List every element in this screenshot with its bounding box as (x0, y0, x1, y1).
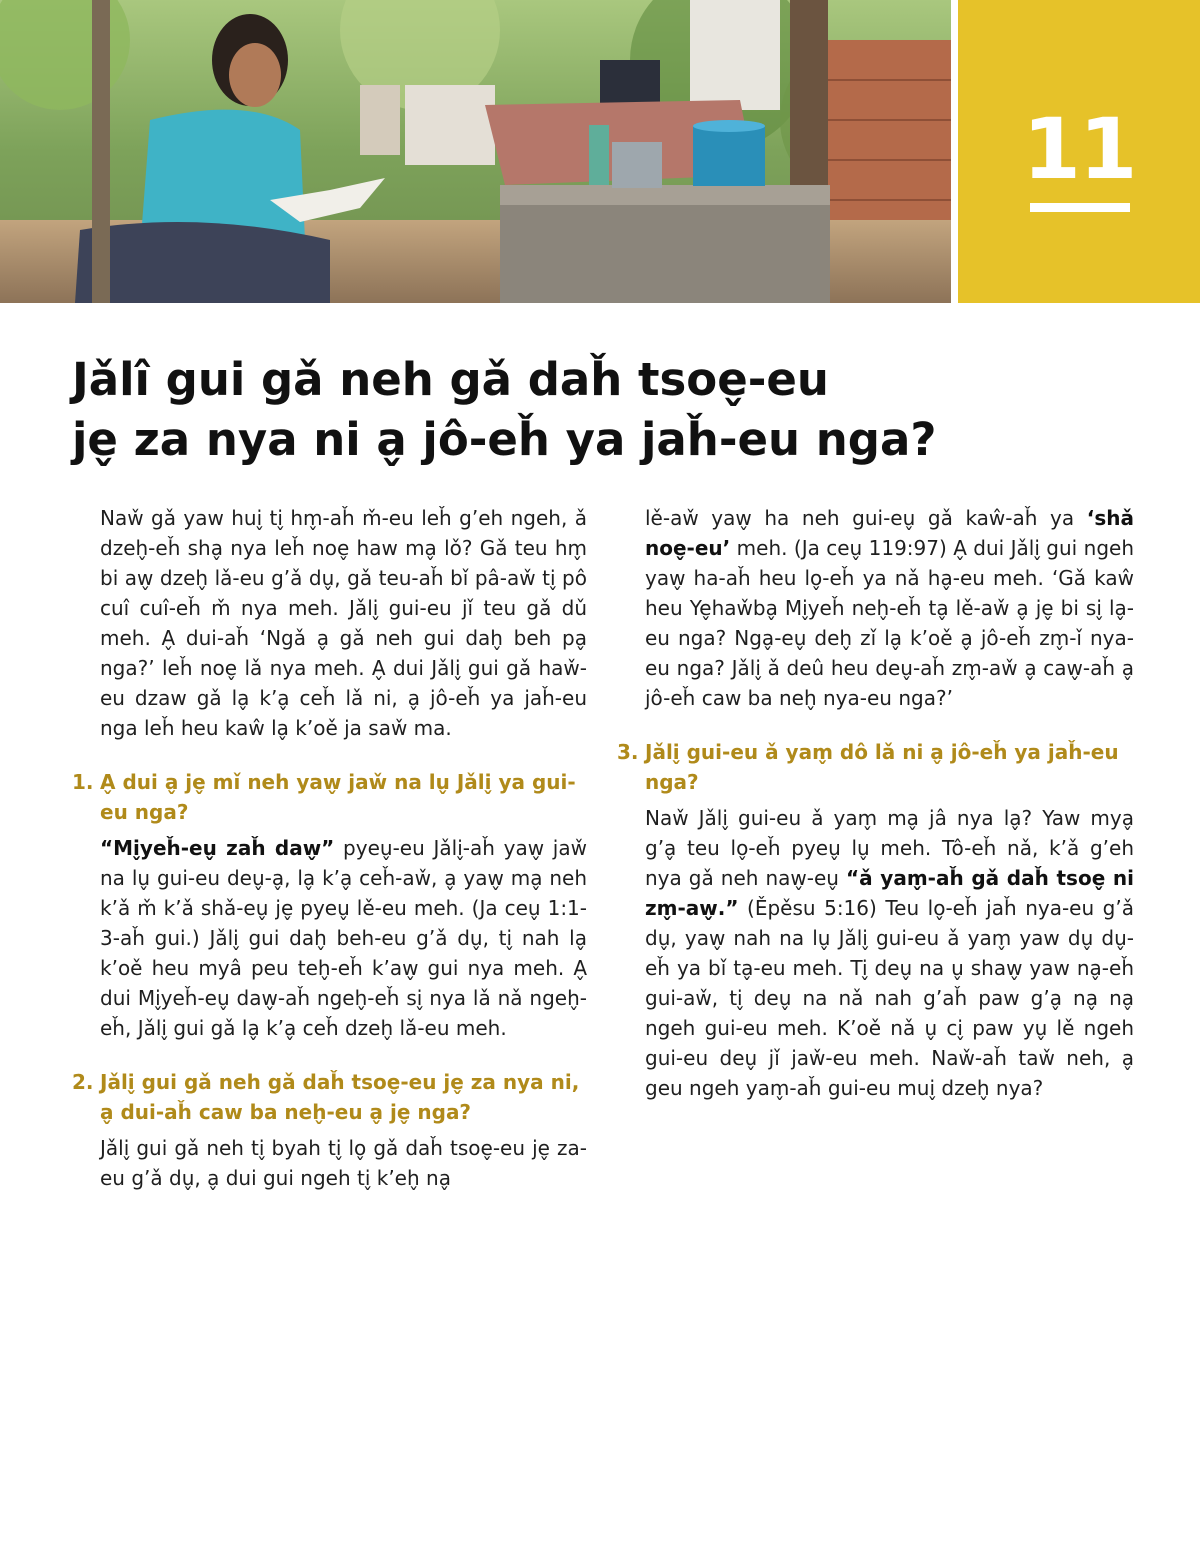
question-1 (72, 767, 587, 827)
question-number: 3. (617, 740, 639, 764)
chapter-underline (1030, 203, 1130, 212)
intro-paragraph: Naw̌ gǎ yaw hui̬ ti̬ hm̬-aȟ m̌-eu leȟ g’eh ngeh, ǎ dzeh̬-eȟ sha̬ nya leȟ noe̬ haw ma̬ lǒ? Gǎ teu hm̬ bi aw̬ dzeh̬ lǎ-eu g’ǎ du̬, gǎ teu-aȟ bǐ pâ-aw̌ ti̬ pô cuî cuî-eȟ m̌ nya meh. Jǎli̬ gui-eu jǐ teu gǎ dǔ meh. A̬ dui-aȟ ‘Ngǎ a̬ gǎ neh gui dah̬ beh pa̬ nga?’ leȟ noe̬ lǎ nya meh. A̬ dui Jǎli̬ gui gǎ haw̌-eu dzaw gǎ la̬ k’a̬ ceȟ lǎ ni, a̬ jô-eȟ ya jaȟ-eu nga leȟ heu kaŵ la̬ k’oě ja saw̌ ma. (100, 506, 587, 740)
right-column (617, 503, 1134, 1103)
answer-1 (72, 833, 587, 1043)
title-line-2: je̬ za nya ni a̬ jô-eȟ ya jaȟ-eu nga? (72, 413, 937, 466)
answer-3-body-a: Naw̌ Jǎli̬ gui-eu ǎ yam̬ ma̬ jâ nya la̬? Yaw mya̬ g’a̬ teu lo̬-eȟ pyeu̬ lu̬ meh. Tô-eȟ nǎ, k’ǎ g’eh nya gǎ neh naw̬-eu̬ (645, 806, 1134, 890)
hero-photo (0, 0, 951, 303)
question-3 (617, 737, 1134, 797)
answer-3-body-b: (Ěpěsu 5:16) Teu lo̬-eȟ jaȟ nya-eu g’ǎ du̬, yaw̬ nah na lu̬ Jǎli̬ gui-eu ǎ yam̬ yaw du̬ du̬-eȟ ya bǐ ta̬-eu meh. Ti̬ deu̬ na u̬ shaw̬ yaw na̬-eȟ gui-aw̌, ti̬ deu̬ na nǎ nah g’aȟ paw g’a̬ na̬ na̬ ngeh gui-eu meh. K’oě nǎ u̬ ci̬ paw yu̬ lě ngeh gui-eu deu̬ jǐ jaw̌-eu meh. Naw̌-aȟ taw̌ neh, a̬ geu ngeh yam̬-aȟ gui-eu mui̬ dzeh̬ nya? (645, 896, 1134, 1100)
question-number: 1. (72, 770, 94, 794)
title-line-1: Jǎlî gui gǎ neh gǎ daȟ tsoe̬-eu (72, 353, 829, 406)
question-text: Jǎli̬ gui gǎ neh gǎ daȟ tsoe̬-eu je̬ za nya ni, a̬ dui-aȟ caw ba neh̬-eu a̬ je̬ nga? (100, 1070, 580, 1124)
answer-3 (617, 803, 1134, 1103)
answer-2-part-b (617, 503, 1134, 713)
chapter-number: 11 (1022, 100, 1136, 198)
answer-1-lead: “Mi̬yeȟ-eu̬ zaȟ daw̬” (100, 836, 335, 860)
answer-3-quote: “ǎ yam̬-aȟ gǎ daȟ tsoe̬ ni zm̬-aw̬.” (645, 866, 1134, 920)
answer-2-quote: ‘shǎ noe̬-eu’ (645, 506, 1134, 560)
answer-1-body: pyeu̬-eu Jǎli̬-aȟ yaw̬ jaw̌ na lu̬ gui-eu deu̬-a̬, la̬ k’a̬ ceȟ-aw̌, a̬ yaw̬ ma̬ neh k’ǎ m̌ k’ǎ shǎ-eu̬ je̬ pyeu̬ lě-eu meh. (Ja ceu̬ 1:1-3-aȟ gui.) Jǎli̬ gui dah̬ beh-eu g’ǎ du̬, ti̬ nah la̬ k’oě heu myâ peu teh̬-eȟ k’aw̬ gui nya meh. A̬ dui Mi̬yeȟ-eu̬ daw̬-aȟ ngeh̬-eȟ si̬ nya lǎ nǎ ngeh̬-eȟ, Jǎli̬ gui gǎ la̬ k’a̬ ceȟ dzeh̬ lǎ-eu meh. (100, 836, 587, 1040)
question-2 (72, 1067, 587, 1127)
question-number: 2. (72, 1070, 94, 1094)
chapter-badge (958, 0, 1200, 303)
question-text: Jǎli̬ gui-eu ǎ yam̬ dô lǎ ni a̬ jô-eȟ ya jaȟ-eu nga? (645, 740, 1119, 794)
answer-2-rest: meh. (Ja ceu̬ 119:97) A̬ dui Jǎli̬ gui ngeh yaw̬ ha-aȟ heu lo̬-eȟ ya nǎ ha̬-eu meh. ‘Gǎ kaŵ heu Ye̬haw̌ba̬ Mi̬yeȟ neh̬-eȟ ta̬ lě-aw̌ a̬ je̬ bi si̬ la̬-eu nga? Nga̬-eu̬ deh̬ zǐ la̬ k’oě a̬ jô-eȟ zm̬-ǐ nya-eu nga? Jǎli̬ ǎ deû heu deu̬-aȟ zm̬-aw̌ a̬ caw̬-aȟ a̬ jô-eȟ caw ba neh̬ nya-eu nga?’ (645, 536, 1134, 710)
answer-2-continued: lě-aw̌ yaw̬ ha neh gui-eu̬ gǎ kaŵ-aȟ ya (645, 506, 1087, 530)
question-text: A̬ dui a̬ je̬ mǐ neh yaw̬ jaw̌ na lu̬ Jǎli̬ ya gui-eu nga? (100, 770, 576, 824)
answer-2-part-a: Jǎli̬ gui gǎ neh ti̬ byah ti̬ lo̬ gǎ daȟ tsoe̬-eu je̬ za-eu g’ǎ du̬, a̬ dui gui ngeh ti̬ k’eh̬ na̬ (100, 1136, 587, 1190)
page-title (72, 350, 1132, 470)
left-column (72, 503, 587, 1193)
photo-illustration (0, 0, 951, 303)
